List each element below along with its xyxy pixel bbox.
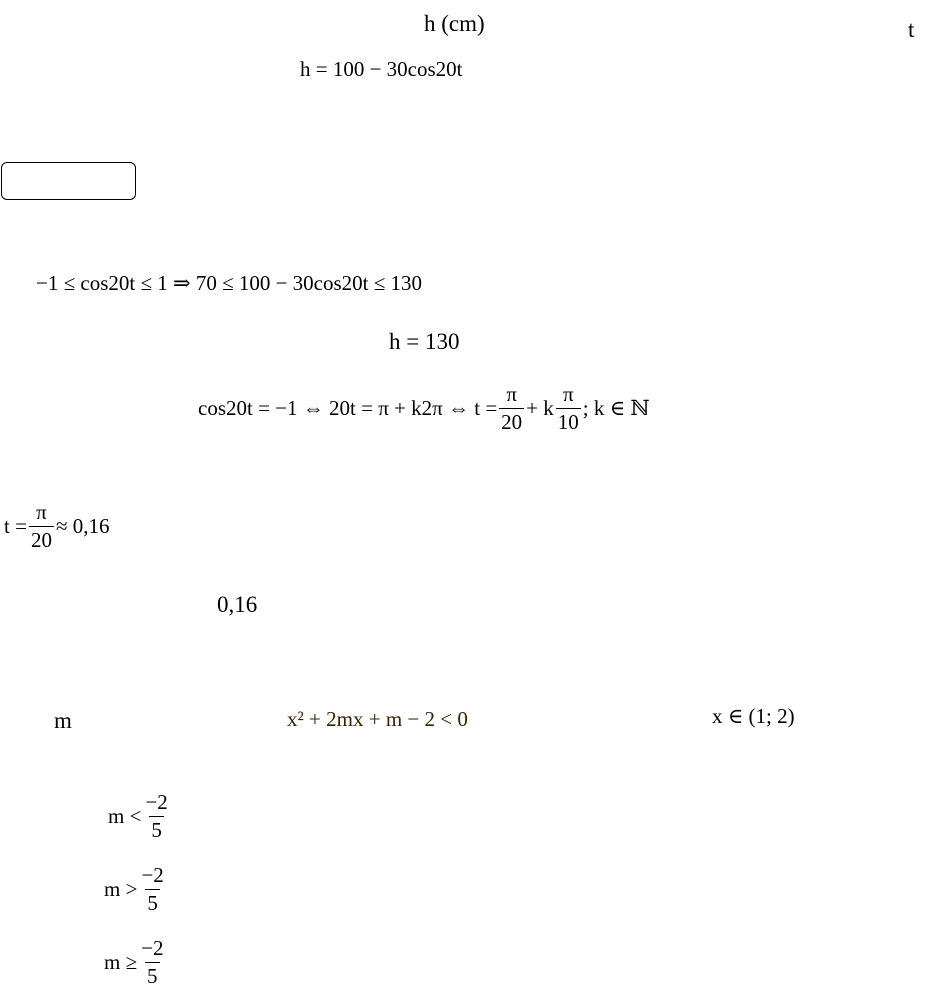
- max-height: h = 130: [389, 329, 460, 354]
- option-2[interactable]: [104, 865, 168, 914]
- fraction-denominator: 10: [557, 410, 579, 434]
- answer-input[interactable]: [1, 162, 136, 200]
- option-lhs: m ≥: [104, 950, 138, 974]
- fraction-numerator: −2: [141, 936, 164, 960]
- t-fraction: [29, 502, 54, 551]
- x-interval: x ∈ (1; 2): [712, 704, 795, 728]
- cos-equation-tail: ; k ∈ ℕ: [582, 396, 650, 420]
- t-value: [4, 502, 109, 551]
- cos-equation: [198, 384, 650, 433]
- option-fraction: [139, 938, 165, 987]
- fraction-denominator: 20: [501, 410, 523, 434]
- option-fraction: [139, 865, 165, 914]
- fraction-denominator: 5: [147, 891, 158, 915]
- option-3[interactable]: [104, 938, 167, 987]
- cos-equation-mid: + k: [526, 396, 554, 420]
- fraction-numerator: −2: [145, 790, 168, 814]
- m-variable: m: [54, 708, 72, 733]
- fraction-numerator: π: [36, 500, 47, 524]
- t-value-rhs: ≈ 0,16: [55, 514, 110, 538]
- option-lhs: m <: [108, 804, 142, 828]
- option-fraction: [143, 792, 169, 841]
- pi-over-20-fraction: [499, 384, 524, 433]
- option-1[interactable]: [108, 792, 172, 841]
- t-value-lhs: t =: [4, 514, 27, 538]
- bound-inequality: −1 ≤ cos20t ≤ 1 ⇒ 70 ≤ 100 − 30cos20t ≤ 130: [36, 271, 423, 295]
- quadratic-inequality: x² + 2mx + m − 2 < 0: [287, 707, 468, 731]
- fraction-denominator: 5: [151, 818, 162, 842]
- fraction-numerator: π: [506, 382, 517, 406]
- pi-over-10-fraction: [556, 384, 581, 433]
- option-lhs: m >: [104, 877, 138, 901]
- height-unit-label: h (cm): [424, 11, 485, 36]
- fraction-denominator: 5: [147, 964, 158, 988]
- fraction-numerator: π: [562, 382, 574, 406]
- cos-equation-left: cos20t = −1 ⇔ 20t = π + k2π ⇔ t =: [198, 396, 498, 420]
- time-variable: t: [908, 17, 915, 42]
- height-formula: h = 100 − 30cos20t: [300, 57, 463, 81]
- final-answer: 0,16: [217, 592, 258, 617]
- fraction-denominator: 20: [30, 528, 52, 552]
- fraction-numerator: −2: [141, 863, 164, 887]
